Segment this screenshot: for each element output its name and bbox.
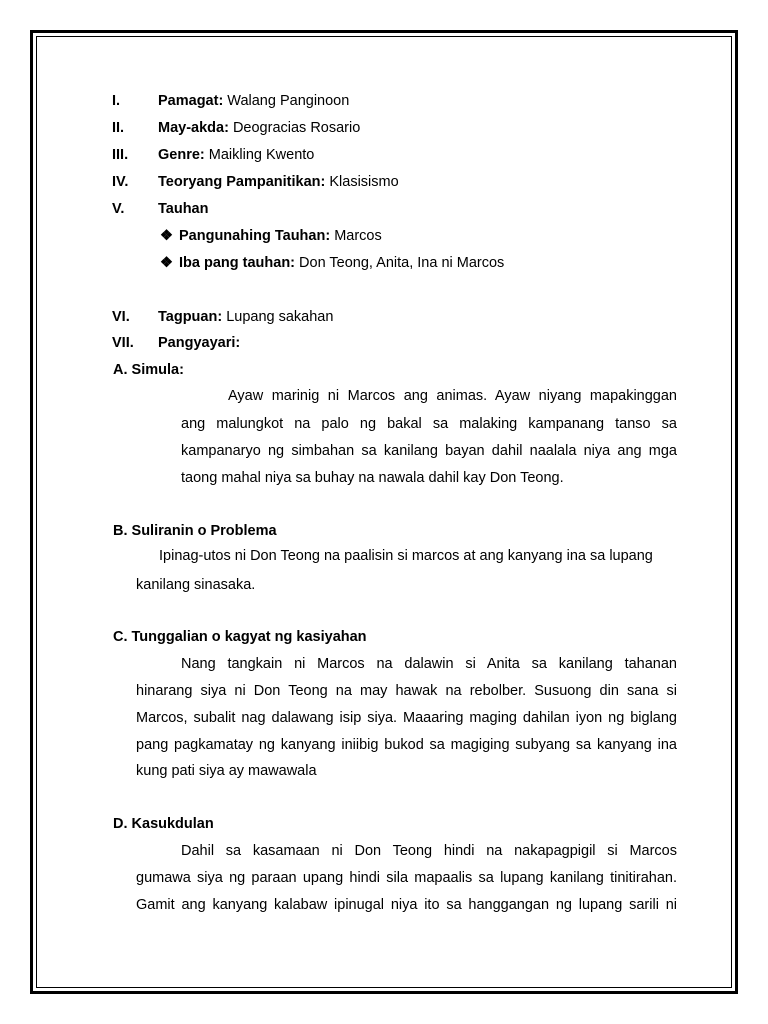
section-heading-simula: A. Simula: [113,362,184,378]
outline-number: IV. [112,174,129,190]
paragraph-line: kung pati siya ay mawawala [136,763,317,779]
tauhan-label: Pangunahing Tauhan: [179,228,331,244]
paragraph-line: taong mahal niya sa buhay na nawala dahil kay Don Teong. [181,470,564,486]
section-heading-kasukdulan: D. Kasukdulan [113,816,214,832]
outline-number: V. [112,201,125,217]
outline-number: I. [112,93,121,109]
outline-label: Tauhan [158,201,209,217]
paragraph-line: Dahil sa kasamaan ni Don Teong hindi na nakapagpigil si Marcos [181,843,677,859]
outline-label: Pangyayari: [158,335,241,351]
paragraph-line: gumawa siya ng paraan upang hindi sila mapaalis sa lupang kanilang tinitirahan. [136,870,677,886]
tauhan-label: Iba pang tauhan: [179,255,295,271]
paragraph-line: kanilang sinasaka. [136,577,256,593]
diamond-bullet-icon: ❖ [160,255,173,271]
outline-value: Klasisismo [325,174,399,190]
paragraph-line: pang pagkamatay ng kanyang iniibig bukod sa magiging subyang sa kanyang ina [136,737,677,753]
outline-label: Teoryang Pampanitikan: [158,174,326,190]
outline-value: Maikling Kwento [204,147,315,163]
tauhan-value: Don Teong, Anita, Ina ni Marcos [295,255,505,271]
paragraph-line: Ipinag-utos ni Don Teong na paalisin si marcos at ang kanyang ina sa lupang [159,548,653,564]
outline-value: Walang Panginoon [223,93,350,109]
outline-label: Pamagat: [158,93,224,109]
outline-number: VII. [112,335,134,351]
paragraph-line: Nang tangkain ni Marcos na dalawin si Anita sa kanilang tahanan [181,656,677,672]
outline-number: II. [112,120,125,136]
tauhan-value: Marcos [330,228,382,244]
paragraph-line: kampanaryo ng simbahan sa kanilang bayan dahil naalala niya ang mga [181,443,677,459]
paragraph-line: ang malungkot na palo ng bakal sa malaking kampanang tanso sa [181,416,677,432]
outline-value: Deogracias Rosario [228,120,361,136]
outline-label: Tagpuan: [158,309,223,325]
outline-number: VI. [112,309,130,325]
outline-label: Genre: [158,147,205,163]
outline-number: III. [112,147,129,163]
paragraph-line: Marcos, subalit nag dalawang isip siya. Maaaring maging dahilan iyon ng biglang [136,710,677,726]
outline-value: Lupang sakahan [222,309,334,325]
paragraph-line: hinarang siya ni Don Teong na may hawak na rebolber. Susuong din sana si [136,683,677,699]
outline-label: May-akda: [158,120,229,136]
section-heading-tunggalian: C. Tunggalian o kagyat ng kasiyahan [113,629,367,645]
diamond-bullet-icon: ❖ [160,228,173,244]
paragraph-line: Gamit ang kanyang kalabaw ipinugal niya ito sa hanggangan ng lupang sarili ni [136,897,677,913]
section-heading-suliranin: B. Suliranin o Problema [113,523,277,539]
paragraph-line: Ayaw marinig ni Marcos ang animas. Ayaw niyang mapakinggan [228,388,677,404]
